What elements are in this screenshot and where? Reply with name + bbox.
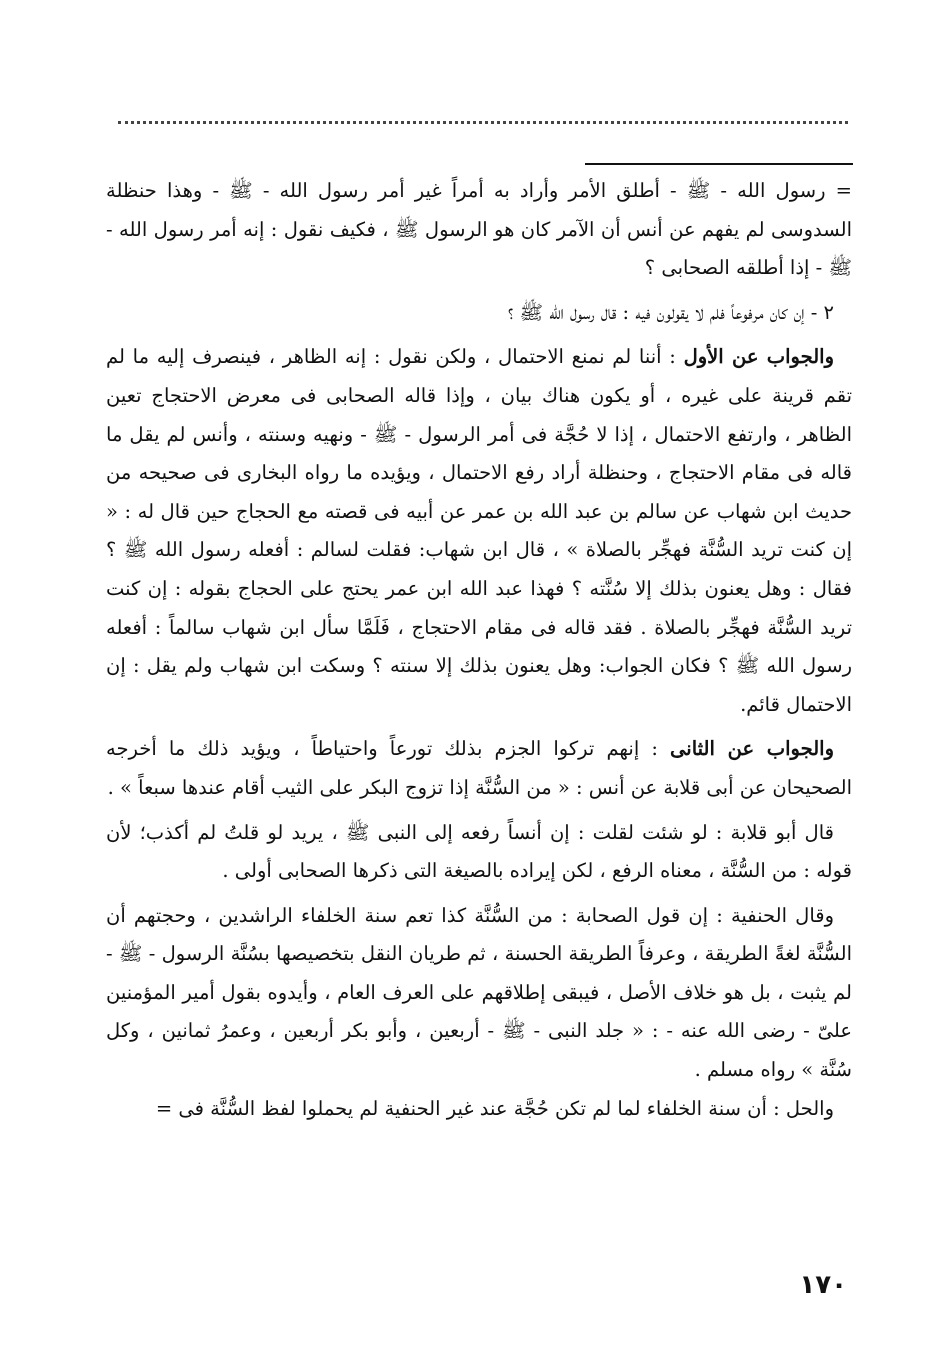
paragraph-answer-first: [106, 338, 852, 724]
header-dotted-separator: [118, 121, 848, 124]
answer-heading: والجواب عن الأول: [683, 345, 834, 369]
paragraph-answer-second: [106, 730, 852, 807]
paragraph-question-two: [106, 294, 852, 333]
paragraph-hanafiyya: [106, 897, 852, 1090]
paragraph-abu-qilaba: [106, 814, 852, 891]
paragraph-text: والحل : أن سنة الخلفاء لما لم تكن حُجَّة عند غير الحنفية لم يحملوا لفظ السُّنَّة فى =: [155, 1096, 834, 1120]
paragraph-resolution: [106, 1090, 852, 1129]
paragraph-continuation: [106, 172, 852, 288]
body-text: [106, 172, 852, 1128]
answer-heading: والجواب عن الثانى: [670, 737, 834, 761]
paragraph-text: = رسول الله - ﷺ - أطلق الأمر وأراد به أمراً غير أمر رسول الله - ﷺ - وهذا حنظلة السدوسى لم يفهم عن أنس أن الآمر كان هو الرسول ﷺ ، فكيف نقول : إنه أمر رسول الله - ﷺ - إذا أطلقه الصحابى ؟: [106, 179, 852, 280]
paragraph-text: قال أبو قلابة : لو شئت لقلت : إن أنساً رفعه إلى النبى ﷺ ، يريد لو قلتُ لم أكذب؛ لأن قوله : من السُّنَّة ، معناه الرفع ، لكن إيراده بالصيغة التى ذكرها الصحابى أولى .: [106, 820, 852, 883]
paragraph-text: : إنهم تركوا الجزم بذلك تورعاً واحتياطاً ، ويؤيد ذلك ما أخرجه الصحيحان عن أبى قلابة عن أنس : « من السُّنَّة إذا تزوج البكر على الثيب أقام عندها سبعاً » .: [106, 737, 852, 799]
footnote-rule: [585, 163, 853, 165]
page-number: ١٧٠: [799, 1270, 847, 1300]
paragraph-text: ٢ - إن كان مرفوعاً فلم لا يقولون فيه : قال رسول الله ﷺ ؟: [507, 300, 834, 324]
paragraph-text: : أننا لم نمنع الاحتمال ، ولكن نقول : إنه الظاهر ، فينصرف إليه ما لم تقم قرينة على غيره ، أو يكون هناك بيان ، وإذا قاله الصحابى فى معرض الاحتجاج تعين الظاهر ، وارتفع الاحتمال ، إذا لا حُجَّة فى أمر الرسول - ﷺ - ونهيه وسنته ، وأنس لم يقل ما قاله فى مقام الاحتجاج ، وحنظلة أراد رفع الاحتمال ، ويؤيده ما رواه البخارى فى صحيحه من حديث ابن شهاب عن سالم بن عبد الله بن عمر عن أبيه فى قصته مع الحجاج حين قال له : « إن كنت تريد السُّنَّة فهجِّر بالصلاة » ، قال ابن شهاب: فقلت لسالم : أفعله رسول الله ﷺ ؟ فقال : وهل يعنون بذلك إلا سُنَّته ؟ فهذا عبد الله ابن عمر يحتج على الحجاج بقوله : إن كنت تريد السُّنَّة فهجِّر بالصلاة . فقد قاله فى مقام الاحتجاج ، فَلَمَّا سأل ابن شهاب سالماً : أفعله رسول الله ﷺ ؟ فكان الجواب: وهل يعنون بذلك إلا سنته ؟ وسكت ابن شهاب ولم يقل : إن الاحتمال قائم.: [106, 345, 852, 716]
paragraph-text: وقال الحنفية : إن قول الصحابة : من السُّنَّة كذا تعم سنة الخلفاء الراشدين ، وحجتهم أن السُّنَّة لغةً الطريقة ، وعرفاً الطريقة الحسنة ، ثم طريان النقل بتخصيصها بسُنَّة الرسول - ﷺ - لم يثبت ، بل هو خلاف الأصل ، فيبقى إطلاقهم على العرف العام ، وأيدوه بقول أمير المؤمنين علىّ - رضى الله عنه - : « جلد النبى - ﷺ - أربعين ، وأبو بكر أربعين ، وعمرُ ثمانين ، وكل سُنَّة » رواه مسلم .: [106, 903, 852, 1082]
